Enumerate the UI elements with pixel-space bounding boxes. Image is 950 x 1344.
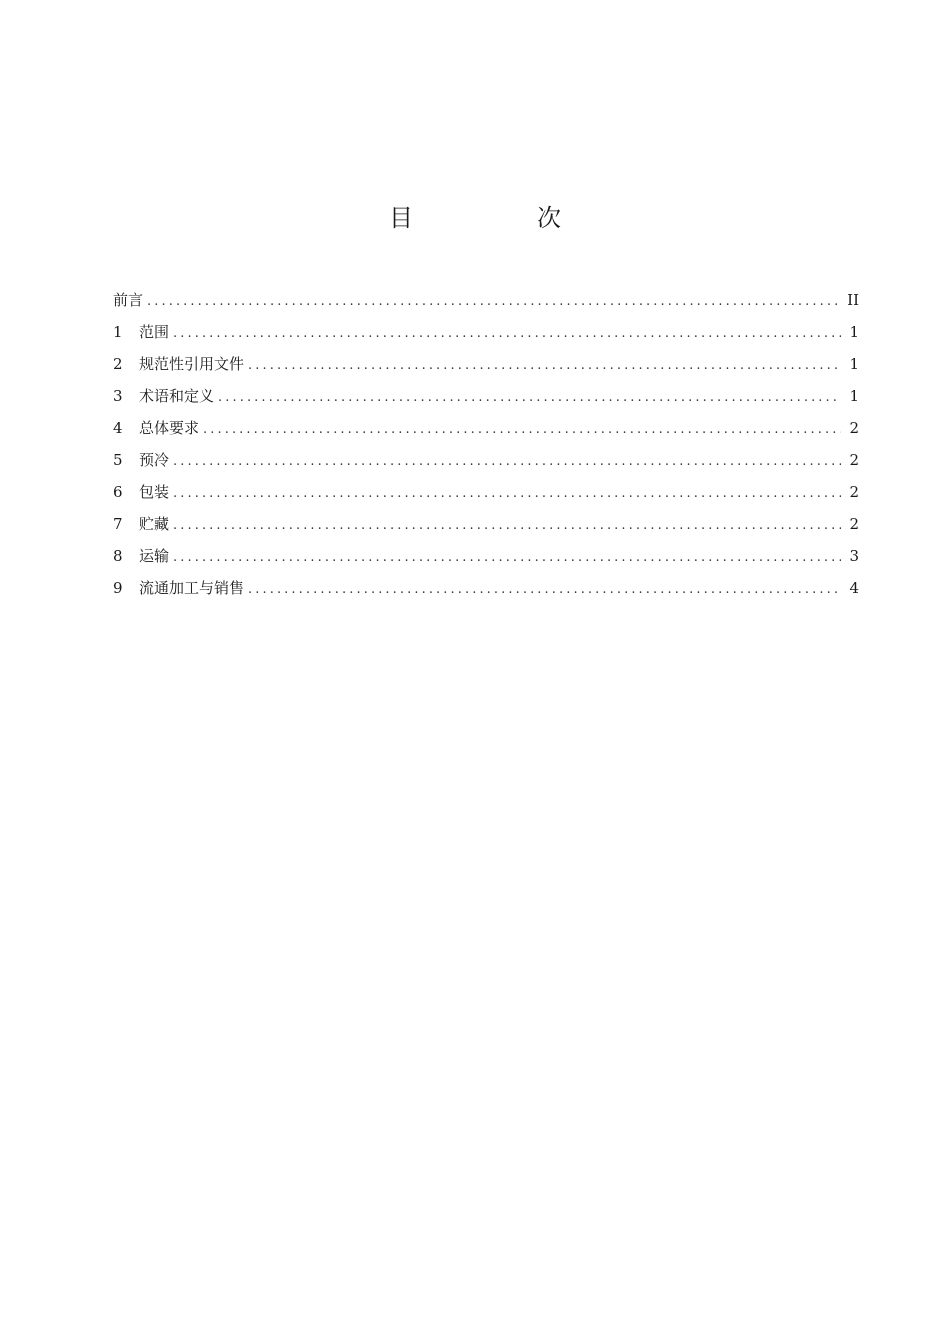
toc-entry-scope[interactable]	[113, 316, 859, 348]
toc-entry-page: 3	[849, 547, 859, 565]
toc-entry-title: 包装	[139, 483, 170, 501]
toc-dot-leader	[248, 574, 841, 606]
toc-entry-distribution-sales[interactable]	[113, 572, 859, 604]
toc-entry-number: 5	[113, 451, 123, 469]
toc-entry-terms-definitions[interactable]	[113, 380, 859, 412]
toc-entry-page: II	[847, 291, 859, 309]
toc-entry-title: 规范性引用文件	[139, 355, 245, 373]
toc-entry-title: 范围	[139, 323, 170, 341]
toc-entry-precooling[interactable]	[113, 444, 859, 476]
toc-entry-number: 4	[113, 419, 123, 437]
toc-entry-normative-references[interactable]	[113, 348, 859, 380]
toc-entry-number: 2	[113, 355, 123, 373]
toc-entry-page: 2	[849, 451, 859, 469]
toc-entry-page: 1	[849, 387, 859, 405]
table-of-contents	[113, 284, 859, 604]
toc-entry-number: 6	[113, 483, 123, 501]
toc-entry-page: 1	[849, 355, 859, 373]
toc-entry-page: 2	[849, 419, 859, 437]
toc-entry-title: 总体要求	[139, 419, 200, 437]
toc-entry-page: 2	[849, 483, 859, 501]
toc-entry-title: 运输	[139, 547, 170, 565]
toc-entry-transport[interactable]	[113, 540, 859, 572]
toc-dot-leader	[248, 350, 841, 382]
toc-entry-storage[interactable]	[113, 508, 859, 540]
toc-dot-leader	[173, 446, 841, 478]
toc-entry-title: 流通加工与销售	[139, 579, 245, 597]
toc-entry-page: 1	[849, 323, 859, 341]
page-title: 目 次	[389, 204, 611, 232]
toc-entry-title: 前言	[113, 291, 144, 309]
toc-dot-leader	[147, 286, 841, 318]
toc-dot-leader	[203, 414, 841, 446]
toc-entry-foreword[interactable]	[113, 284, 859, 316]
toc-entry-number: 8	[113, 547, 123, 565]
toc-entry-page: 4	[849, 579, 859, 597]
toc-entry-title: 贮藏	[139, 515, 170, 533]
toc-entry-number: 3	[113, 387, 123, 405]
toc-dot-leader	[173, 542, 841, 574]
toc-entry-title: 术语和定义	[139, 387, 215, 405]
toc-entry-number: 9	[113, 579, 123, 597]
toc-entry-general-requirements[interactable]	[113, 412, 859, 444]
toc-dot-leader	[173, 510, 841, 542]
toc-entry-number: 1	[113, 323, 123, 341]
toc-entry-number: 7	[113, 515, 123, 533]
toc-dot-leader	[173, 478, 841, 510]
toc-entry-title: 预冷	[139, 451, 170, 469]
toc-dot-leader	[218, 382, 841, 414]
toc-dot-leader	[173, 318, 841, 350]
toc-entry-page: 2	[849, 515, 859, 533]
toc-entry-packaging[interactable]	[113, 476, 859, 508]
